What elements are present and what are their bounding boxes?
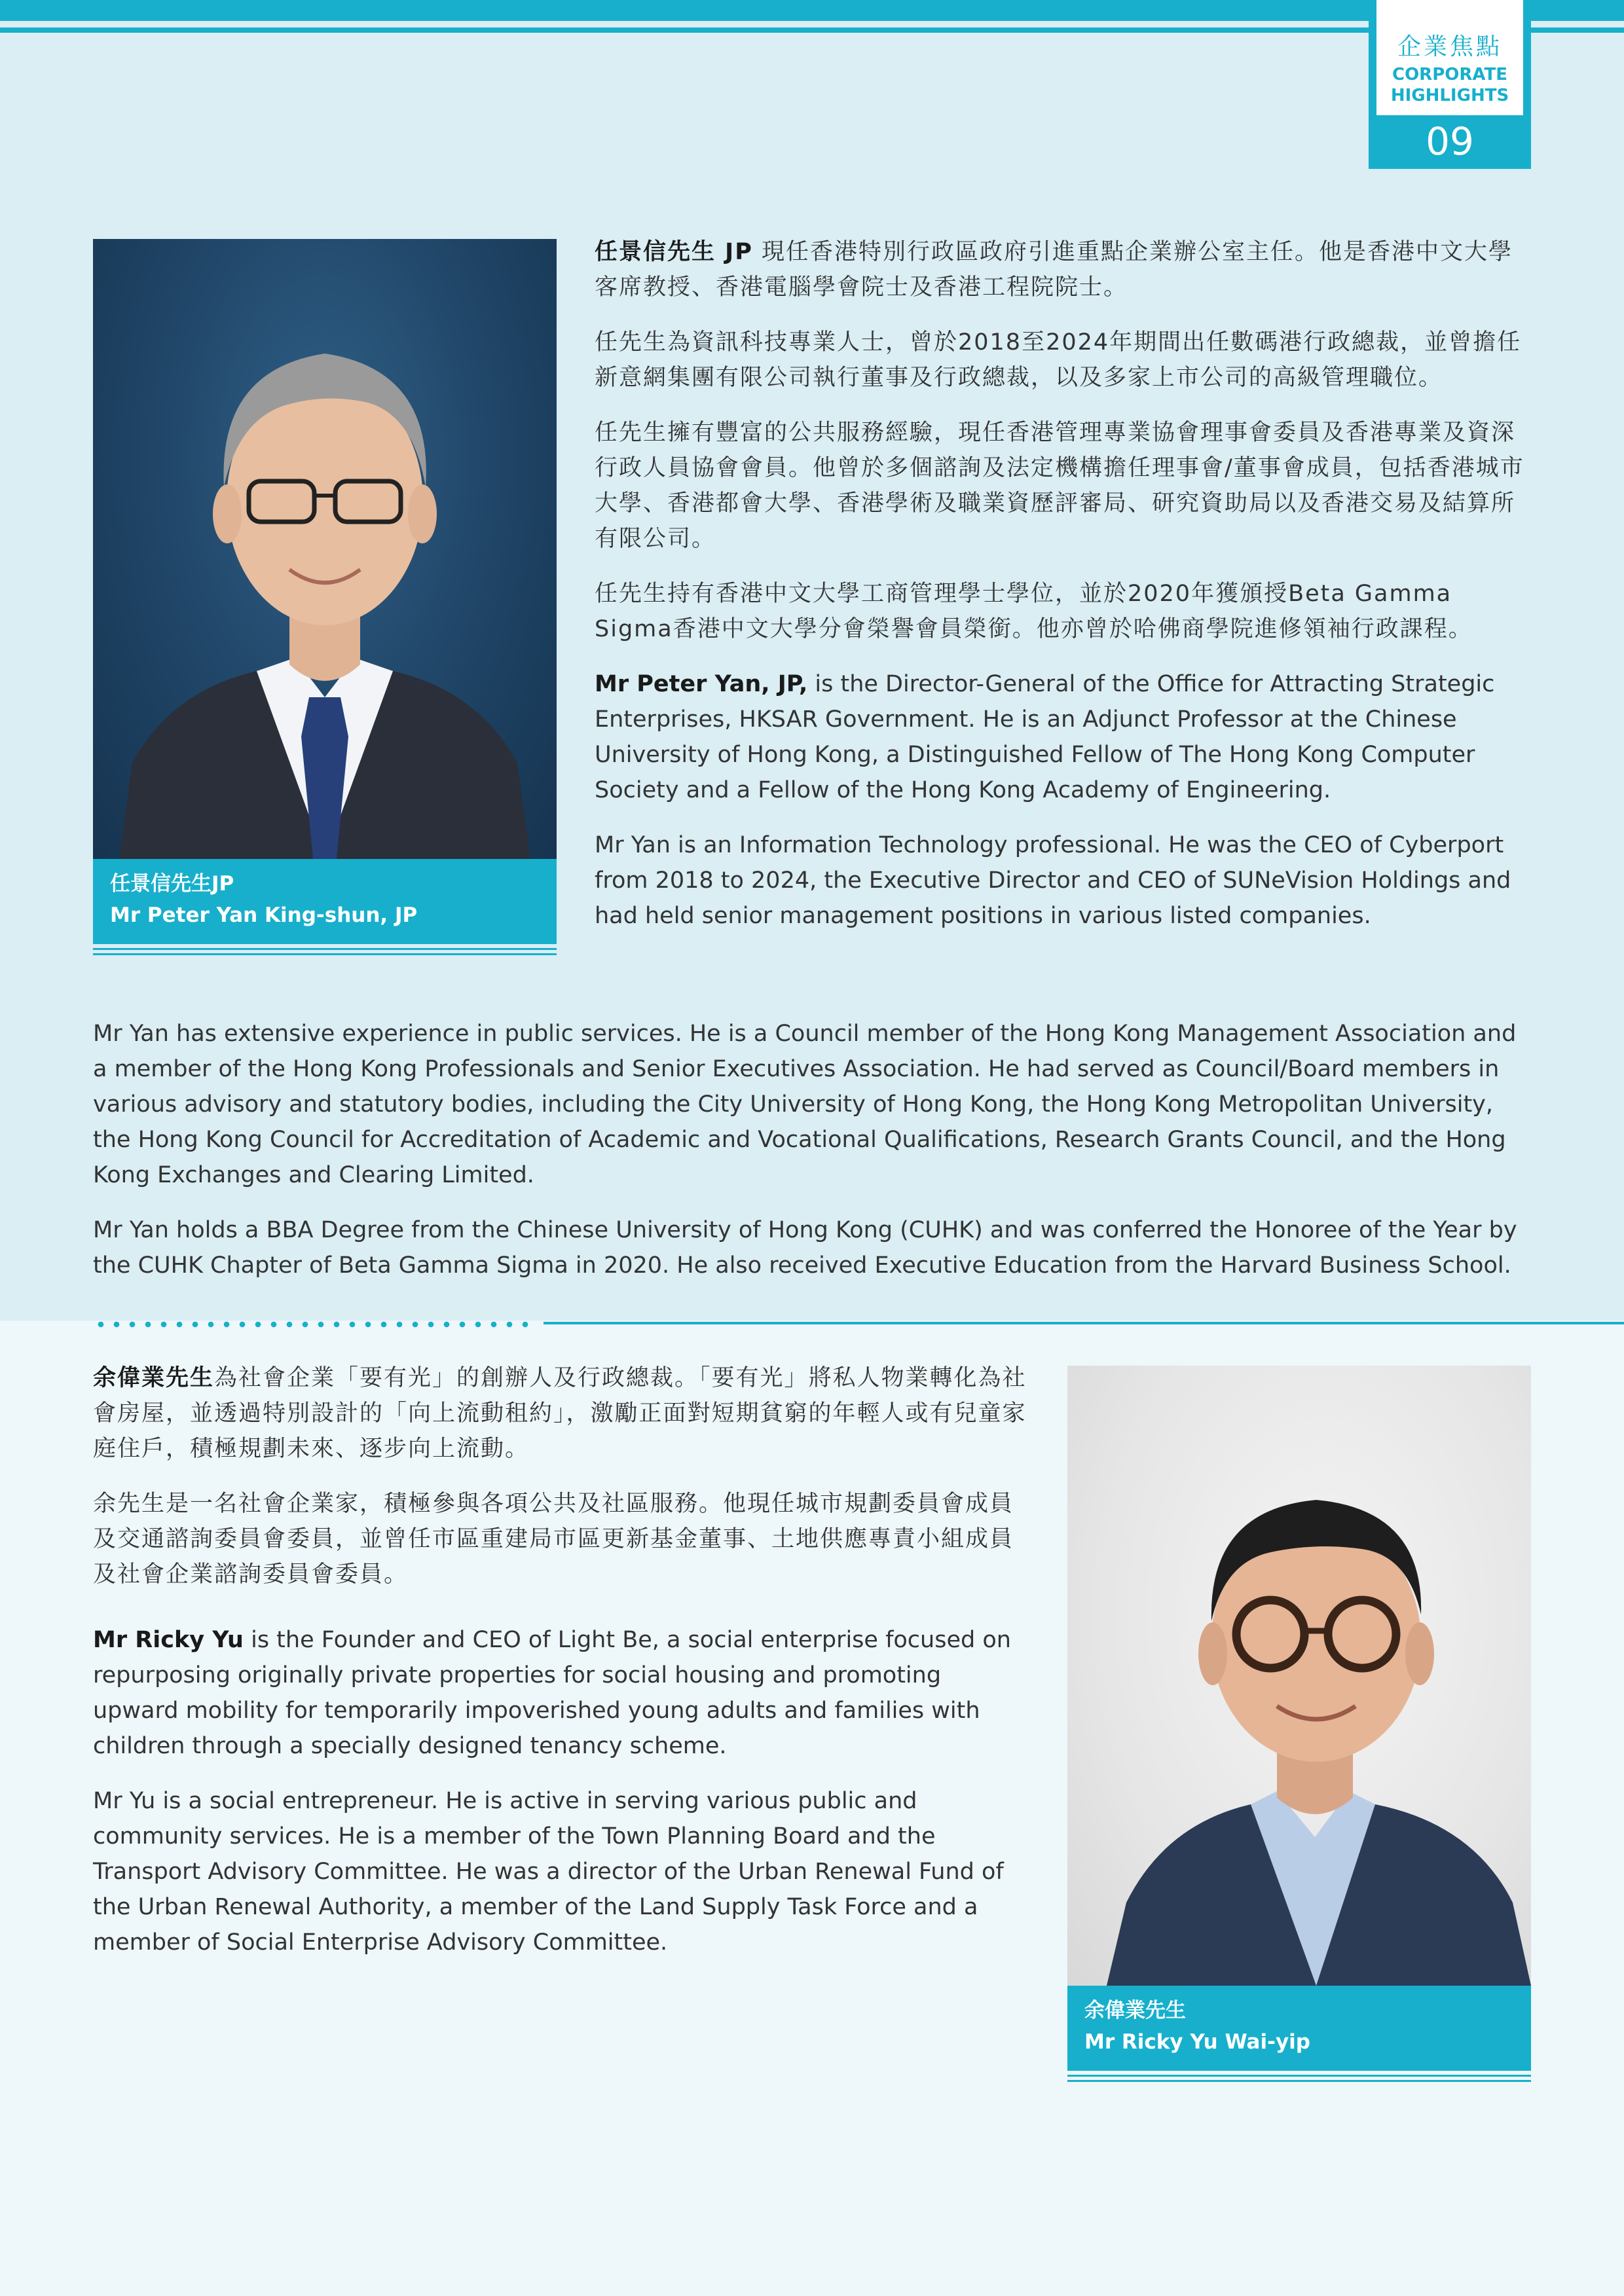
caption-name-en: Mr Peter Yan King-shun, JP: [110, 903, 418, 927]
profile2-zh-p1-text: 為社會企業「要有光」的創辦人及行政總裁。「要有光」將私人物業轉化為社會房屋，並透過特別設計的「向上流動租約」，激勵正面對短期貧窮的年輕人或有兒童家庭住戶，積極規劃未來、逐步向上流動。: [93, 1365, 1027, 1462]
portrait-ricky-yu-illustration: [1067, 1366, 1531, 1986]
caption-name-zh: 任景信先生JP: [110, 872, 234, 896]
profile2-en-paragraph-1: [93, 1622, 1029, 1764]
profile1-en-paragraph-1: [595, 666, 1531, 808]
profile2-en-p1-text: is the Founder and CEO of Light Be, a social enterprise focused on repurposing originally private properties for social housing and promoting upward mobility for temporarily impoverished young adults and families with children through a specially designed tenancy scheme.: [93, 1627, 1011, 1759]
profile1-en-paragraph-2: Mr Yan is an Information Technology professional. He was the CEO of Cyberport from 2018 to 2024, the Executive Director and CEO of SUNeVision Holdings and had held senior management positions in various listed companies.: [595, 832, 1511, 929]
profile2-text-column: [93, 1360, 1029, 1960]
caption-ricky-yu: [1067, 1986, 1531, 2071]
section-title-zh: 企業焦點: [1397, 33, 1502, 60]
profile1-en-paragraph-4: Mr Yan holds a BBA Degree from the Chinese University of Hong Kong (CUHK) and was conferred the Honoree of the Year by the CUHK Chapter of Beta Gamma Sigma in 2020. He also received Executive Education from the Harvard Business School.: [93, 1217, 1517, 1279]
profile2-zh-paragraph-1: [93, 1360, 1029, 1467]
caption-peter-yan: [93, 859, 557, 944]
portrait-peter-yan: [93, 239, 557, 859]
profile1-zh-paragraph-2: 任先生為資訊科技專業人士，曾於2018至2024年期間出任數碼港行政總裁，並曾擔任新意網集團有限公司執行董事及行政總裁，以及多家上市公司的高級管理職位。: [595, 329, 1522, 391]
section-tab: [1369, 0, 1531, 169]
caption-underline: [1067, 2080, 1531, 2082]
profile1-zh-paragraph-4: 任先生持有香港中文大學工商管理學士學位，並於2020年獲頒授Beta Gamma Sigma香港中文大學分會榮譽會員榮銜。他亦曾於哈佛商學院進修領袖行政課程。: [595, 581, 1473, 642]
dotted-divider: [93, 1321, 532, 1328]
caption-name-zh: 余偉業先生: [1084, 1999, 1186, 2022]
section-tab-label-box: [1376, 0, 1523, 115]
profile1-zh-paragraph-1: [595, 234, 1531, 305]
profile2-en-paragraph-2: Mr Yu is a social entrepreneur. He is active in serving various public and community services. He is a member of the Town Planning Board and the Transport Advisory Committee. He was a director of the Urban Renewal Fund of the Urban Renewal Authority, a member of the Land Supply Task Force and a member of Social Enterprise Advisory Committee.: [93, 1788, 1004, 1956]
profile2-en-name: Mr Ricky Yu: [93, 1627, 244, 1653]
caption-underline: [93, 953, 557, 955]
profile1-zh-p1-text: 現任香港特別行政區政府引進重點企業辦公室主任。他是香港中文大學客席教授、香港電腦學會院士及香港工程院院士。: [595, 239, 1513, 301]
portrait-ricky-yu: [1067, 1366, 1531, 1986]
caption-name-en: Mr Ricky Yu Wai-yip: [1084, 2030, 1310, 2054]
profile1-en-paragraph-3: Mr Yan has extensive experience in public services. He is a Council member of the Hong Kong Management Association and a member of the Hong Kong Professionals and Senior Executives Association. He had served as Council/Board members in various advisory and statutory bodies, including the City University of Hong Kong, the Hong Kong Metropolitan University, the Hong Kong Council for Accreditation of Academic and Vocational Qualifications, Research Grants Council, and the Hong Kong Exchanges and Clearing Limited.: [93, 1021, 1517, 1188]
profile2-zh-paragraph-2: 余先生是一名社會企業家，積極參與各項公共及社區服務。他現任城市規劃委員會成員及交通諮詢委員會委員，並曾任市區重建局市區更新基金董事、土地供應專責小組成員及社會企業諮詢委員會委員。: [93, 1491, 1014, 1588]
section-title-en-line2: HIGHLIGHTS: [1390, 86, 1509, 105]
profile1-zh-paragraph-3: 任先生擁有豐富的公共服務經驗，現任香港管理專業協會理事會委員及香港專業及資深行政人員協會會員。他曾於多個諮詢及法定機構擔任理事會/董事會成員，包括香港城市大學、香港都會大學、香港學術及職業資歷評審局、研究資助局以及香港交易及結算所有限公司。: [595, 420, 1524, 552]
section-divider-line: [544, 1322, 1624, 1324]
section-title-en-line1: CORPORATE: [1392, 65, 1507, 84]
caption-underline: [93, 948, 557, 950]
profile2-zh-name: 余偉業先生: [93, 1365, 215, 1391]
profile1-text-column: [595, 234, 1531, 934]
profile1-zh-name: 任景信先生 JP: [595, 239, 753, 265]
portrait-peter-yan-illustration: [93, 239, 557, 859]
profile1-en-p1-text: is the Director-General of the Office for Attracting Strategic Enterprises, HKSAR Government. He is an Adjunct Professor at the Chinese University of Hong Kong, a Distinguished Fellow of The Hong Kong Computer Society and a Fellow of the Hong Kong Academy of Engineering.: [595, 671, 1495, 803]
profile1-fullwidth-text: [93, 1016, 1531, 1283]
caption-underline: [1067, 2075, 1531, 2077]
profile1-en-name: Mr Peter Yan, JP,: [595, 671, 808, 697]
page-number: 09: [1426, 119, 1474, 164]
